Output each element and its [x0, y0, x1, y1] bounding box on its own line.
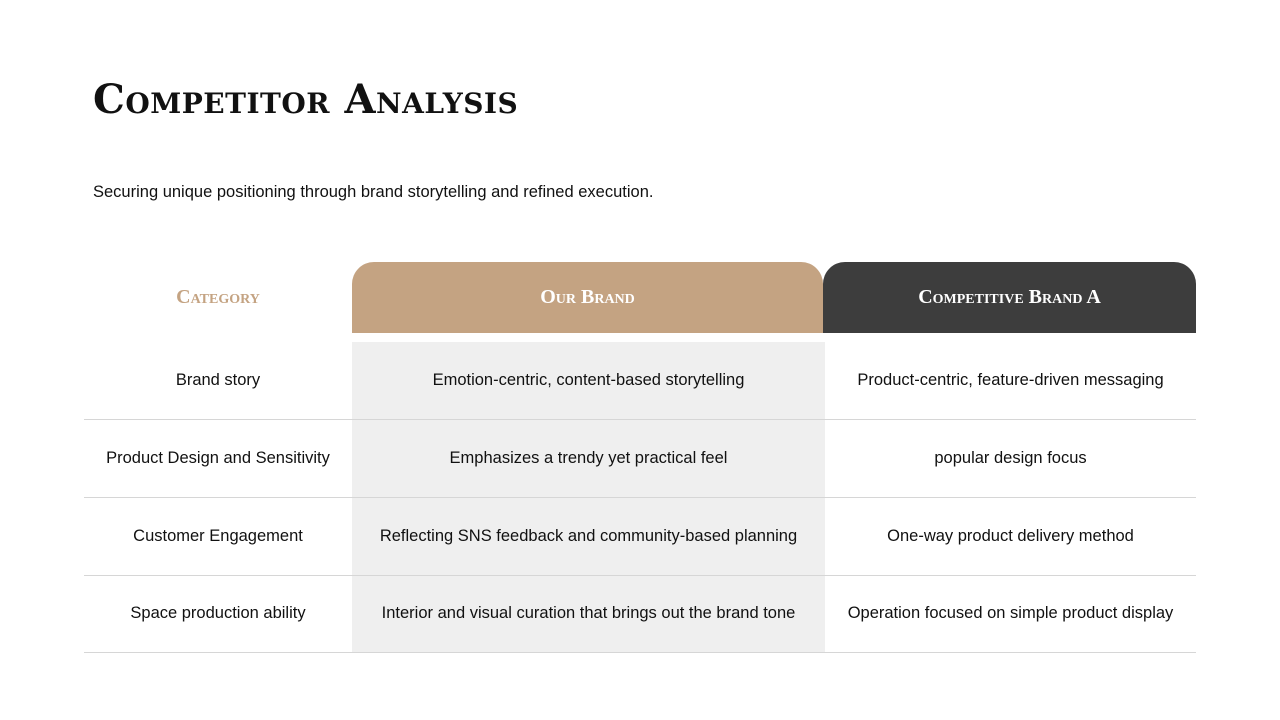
- category-cell: Product Design and Sensitivity: [106, 449, 330, 467]
- table-row: [84, 420, 1196, 498]
- category-cell: Space production ability: [130, 604, 306, 622]
- table-row: [84, 498, 1196, 576]
- competitor-cell: Product-centric, feature-driven messaging: [857, 371, 1164, 389]
- our-brand-cell: Reflecting SNS feedback and community-based planning: [379, 527, 798, 545]
- category-cell: Customer Engagement: [133, 527, 303, 545]
- slide-title: Competitor Analysis: [93, 76, 519, 123]
- header-competitor: Competitive Brand A: [823, 262, 1196, 333]
- slide-subtitle: Securing unique positioning through brand storytelling and refined execution.: [93, 183, 654, 201]
- competitor-cell: One-way product delivery method: [887, 527, 1134, 545]
- header-our-brand: Our Brand: [352, 262, 823, 333]
- category-cell: Brand story: [175, 371, 261, 389]
- competitor-cell: Operation focused on simple product display: [847, 604, 1174, 622]
- header-category: Category: [176, 286, 260, 308]
- our-brand-cell: Emotion-centric, content-based storytelling: [432, 371, 745, 389]
- competitor-cell: popular design focus: [934, 449, 1087, 467]
- our-brand-cell: Interior and visual curation that brings out the brand tone: [381, 604, 796, 622]
- table-row: [84, 575, 1196, 653]
- our-brand-cell: Emphasizes a trendy yet practical feel: [449, 449, 728, 467]
- table-row: [84, 342, 1196, 420]
